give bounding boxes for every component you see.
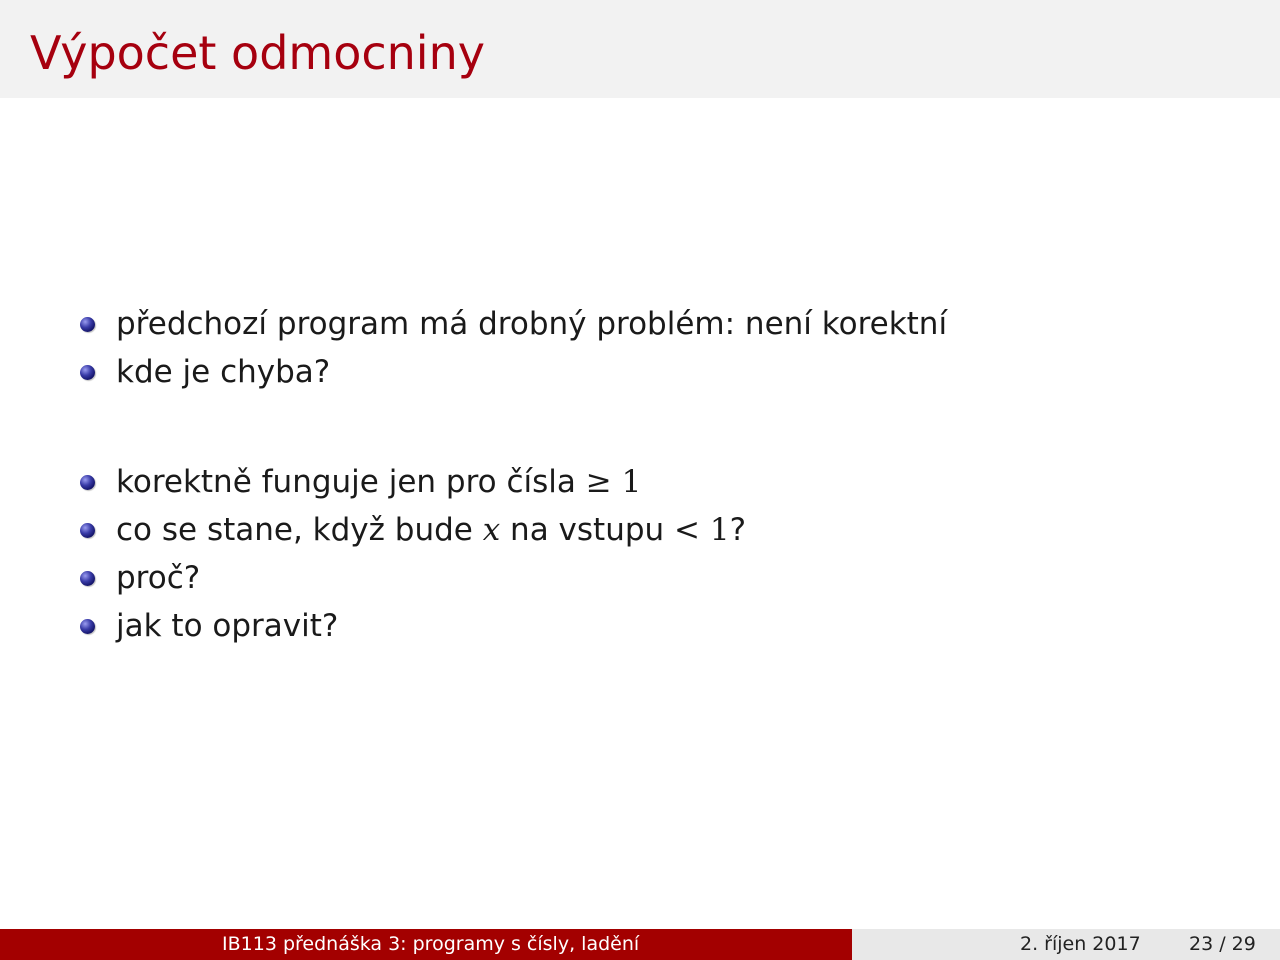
bullet-list [78, 300, 1228, 650]
math-variable: x [482, 512, 501, 548]
bullet-icon [80, 365, 95, 380]
bullet-text: proč? [116, 560, 201, 596]
bullet-text: předchozí program má drobný problém: není korektní [116, 306, 948, 342]
bullet-icon [80, 317, 95, 332]
math-expression: ≥ 1 [585, 464, 642, 500]
bullet-icon [80, 619, 95, 634]
bullet-icon [80, 571, 95, 586]
bullet-gap [78, 396, 1228, 458]
bullet-text: co se stane, když bude [116, 512, 483, 548]
bullet-text: jak to opravit? [116, 608, 339, 644]
footer-date: 2. říjen 2017 [1020, 933, 1141, 955]
bullet-icon [80, 475, 95, 490]
bullet-item [78, 300, 1228, 348]
bullet-item [78, 602, 1228, 650]
footer-info-bar [852, 929, 1280, 960]
bullet-item [78, 554, 1228, 602]
bullet-text: ? [729, 512, 747, 548]
bullet-item [78, 506, 1228, 554]
footer-page-number: 23 / 29 [1189, 933, 1256, 955]
slide-title: Výpočet odmocniny [30, 26, 485, 80]
bullet-item [78, 458, 1228, 506]
bullet-text: kde je chyba? [116, 354, 331, 390]
bullet-text: na vstupu [500, 512, 675, 548]
slide-footer [0, 929, 1280, 960]
footer-course-bar [0, 929, 852, 960]
bullet-item [78, 348, 1228, 396]
bullet-icon [80, 523, 95, 538]
math-expression: < 1 [674, 512, 730, 548]
bullet-text: korektně funguje jen pro čísla [116, 464, 586, 500]
footer-course-title: IB113 přednáška 3: programy s čísly, ladění [222, 933, 640, 955]
slide-header [0, 0, 1280, 98]
